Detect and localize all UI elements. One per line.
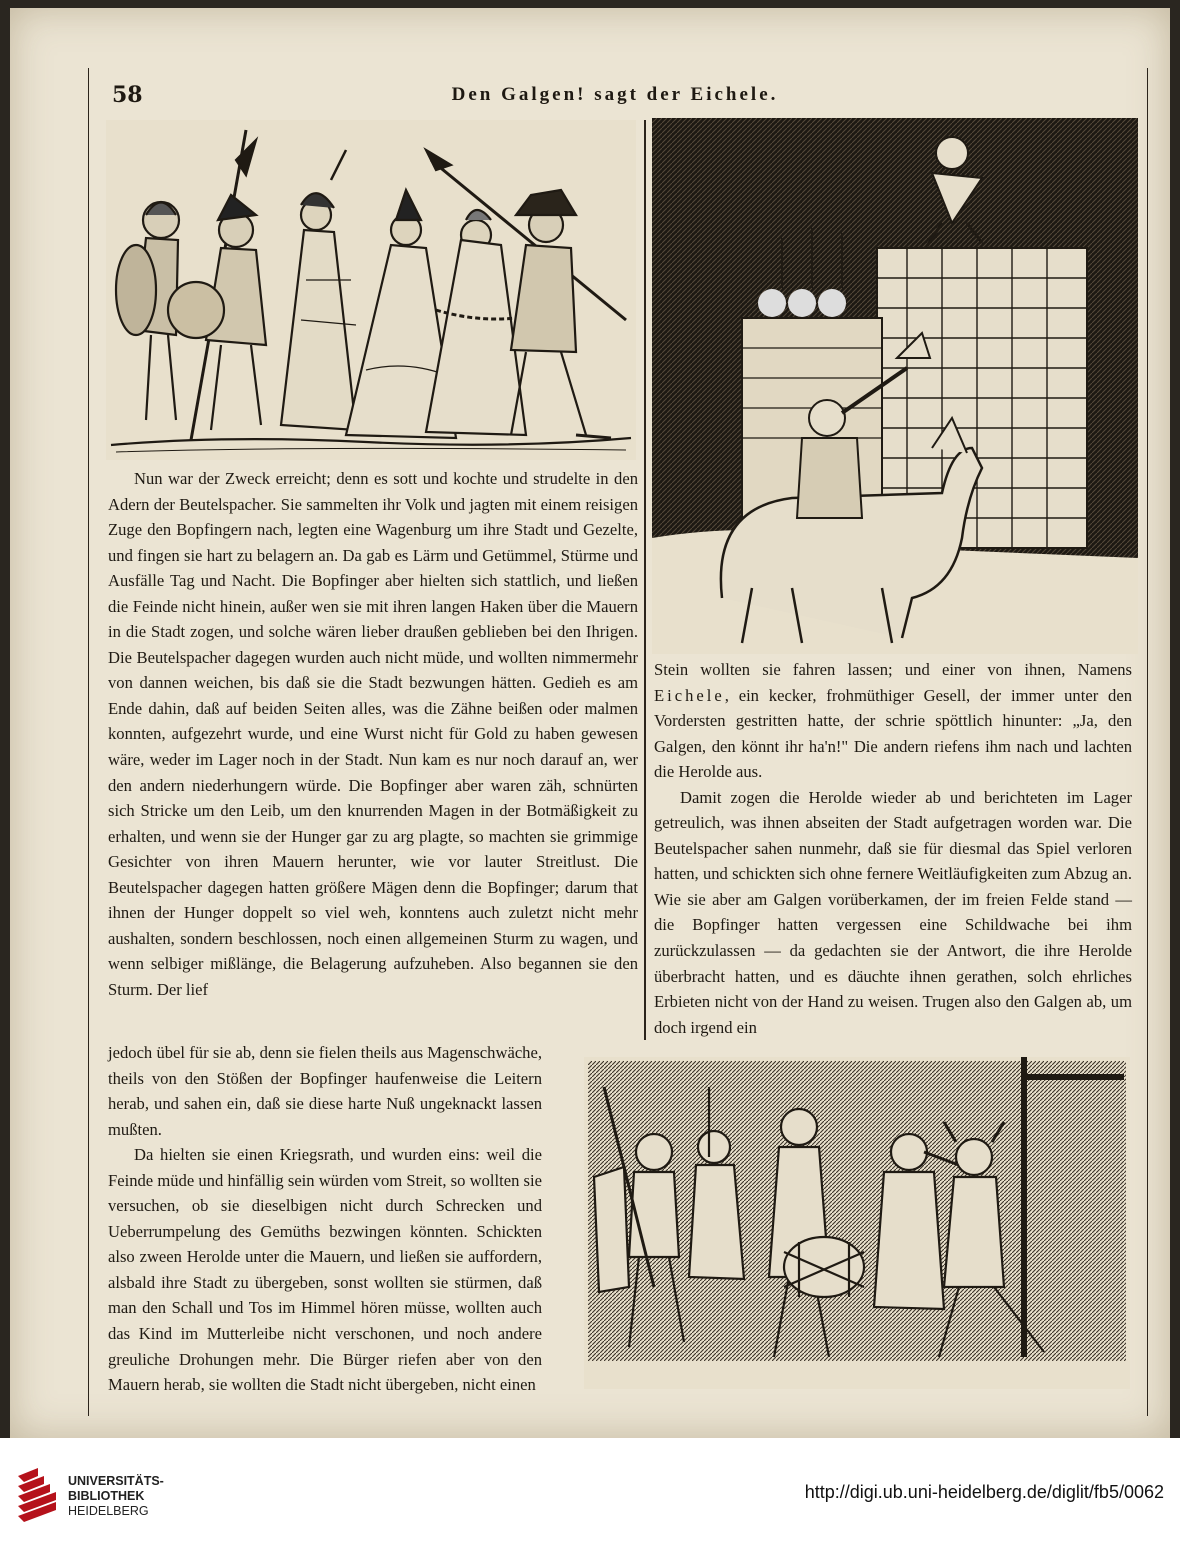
procession-woodcut-icon: [106, 120, 636, 460]
right-column: [654, 657, 1132, 1040]
page-number: 58: [112, 82, 143, 108]
right-paragraph-1: [654, 657, 1132, 785]
name-eichele: Eichele: [654, 685, 725, 705]
column-divider: [644, 120, 646, 1040]
page-header: [100, 82, 1130, 112]
heidelberg-library-logo-icon[interactable]: [14, 1466, 60, 1522]
paragraph-1-continuation: jedoch übel für sie ab, denn sie fielen theils aus Magenschwäche, theils von den Stößen der Bopfinger haufenweise die Leitern herab, und sahen ein, daß sie diese harte Nuß ungeknackt lassen mußten.: [108, 1043, 542, 1139]
running-title: Den Galgen! sagt der Eichele.: [451, 84, 779, 105]
institution-line-2: BIBLIOTHEK: [68, 1489, 145, 1503]
institution-name: [68, 1474, 164, 1519]
left-column-upper: [108, 466, 638, 1002]
procession-illustration: [106, 120, 636, 460]
musicians-woodcut-icon: [584, 1057, 1130, 1389]
musicians-illustration: [584, 1057, 1130, 1389]
right-after-name: , ein kecker, frohmüthiger Gesell, der immer unter den Vordersten gestritten hatte, der schrie spöttlich hinunter: „Ja, den Galgen, den könnt ihr ha'n!" Die andern riefens ihm nach und lachten die Herolde aus.: [654, 685, 1132, 782]
institution-line-1: UNIVERSITÄTS-: [68, 1474, 164, 1488]
herald-woodcut-icon: [652, 118, 1138, 654]
paragraph-2: Da hielten sie einen Kriegsrath, und wurden eins: weil die Feinde müde und hinfällig sein würden vom Streit, so wollten sie versuchen, ob sie dieselbigen nicht durch Schrecken und Ueberrumpelung des Gemüths bezwingen könnten. Schickten also zween Herolde unter die Mauern, und ließen sie auffordern, alsbald ihre Stadt zu übergeben, sonst wollten sie stürmen, daß man den Schall und Tos im Himmel hören müsse, wollten auch das Kind im Mutterleibe nicht verschonen, und noch andere greuliche Drohungen mehr. Die Bürger riefen aber von den Mauern herab, sie wollten die Stadt nicht übergeben, nicht einen: [108, 1145, 542, 1395]
institution-line-3: HEIDELBERG: [68, 1504, 149, 1518]
source-url-link[interactable]: http://digi.ub.uni-heidelberg.de/diglit/fb5/0062: [804, 1482, 1164, 1502]
left-column-lower: [108, 1040, 542, 1398]
right-paragraph-2: Damit zogen die Herolde wieder ab und berichteten im Lager getreulich, was ihnen abseiten der Stadt aufgetragen worden war. Die Beutelspacher sahen nunmehr, daß sie für diesmal das Spiel verloren hatten, und schickten sich ohne fernere Weitläufigkeiten zum Abzug an. Wie sie aber am Galgen vorüberkamen, der im freien Felde stand — die Bopfinger hatten vergessen eine Schildwache bei ihm zurückzulassen — da gedachten sie der Antwort, die ihre Herolde überbracht hatten, und es däuchte ihnen gerathen, solch ehrliches Erbieten nicht von der Hand zu weisen. Trugen also den Galgen ab, um doch irgend ein: [654, 787, 1132, 1037]
paragraph-1: Nun war der Zweck erreicht; denn es sott und kochte und strudelte in den Adern der Beutelspacher. Sie sammelten ihr Volk und jagten mit einem reisigen Zuge den Bopfingern nach, legten eine Wagenburg um ihre Stadt und Gezelte, und fingen sie hart zu belagern an. Da gab es Lärm und Getümmel, Stürme und Ausfälle Tag und Nacht. Die Bopfinger aber hielten sich stattlich, und ließen die Feinde nicht hinein, außer wen sie mit ihren langen Haken über die Mauern in die Stadt zogen, und solche wären lieber draußen geblieben bei den Ihrigen. Die Beutelspacher dagegen wurden auch nicht müde, und wollten nimmermehr von dannen weichen, bis daß sie die Stadt bezwungen hätten. Gedieh es am Ende dahin, daß auf beiden Seiten alles, was die Zähne beißen oder malmen konnten, aufgezehrt wurde, und eine Wurst nicht für Gold zu haben gewesen wäre, weder im Lager noch in der Stadt. Nun kam es nur noch darauf an, wer den andern niederhungern würde. Die Bopfinger aber waren zäh, schnürten sich Stricke um den Leib, um den knurrenden Magen in der Botmäßigkeit zu erhalten, und wenn sie der Hunger gar zu arg plagte, so machten sie grimmige Gesichter von ihren Mauern herunter, wie vor lauter Streitlust. Die Beutelspacher dagegen hatten größere Mägen denn die Bopfinger; darum that ihnen der Hunger doppelt so viel weh, konntens auch zuletzt nicht mehr aushalten, sondern beschlossen, noch einen allgemeinen Sturm zu wagen, und wenn selbiger mißlänge, die Belagerung aufzuheben. Also begannen sie den Sturm. Der lief: [108, 469, 638, 999]
right-lead: Stein wollten sie fahren lassen; und einer von ihnen, Namens: [654, 660, 1132, 679]
viewer-footer: [0, 1438, 1180, 1555]
herald-illustration: [652, 118, 1138, 654]
